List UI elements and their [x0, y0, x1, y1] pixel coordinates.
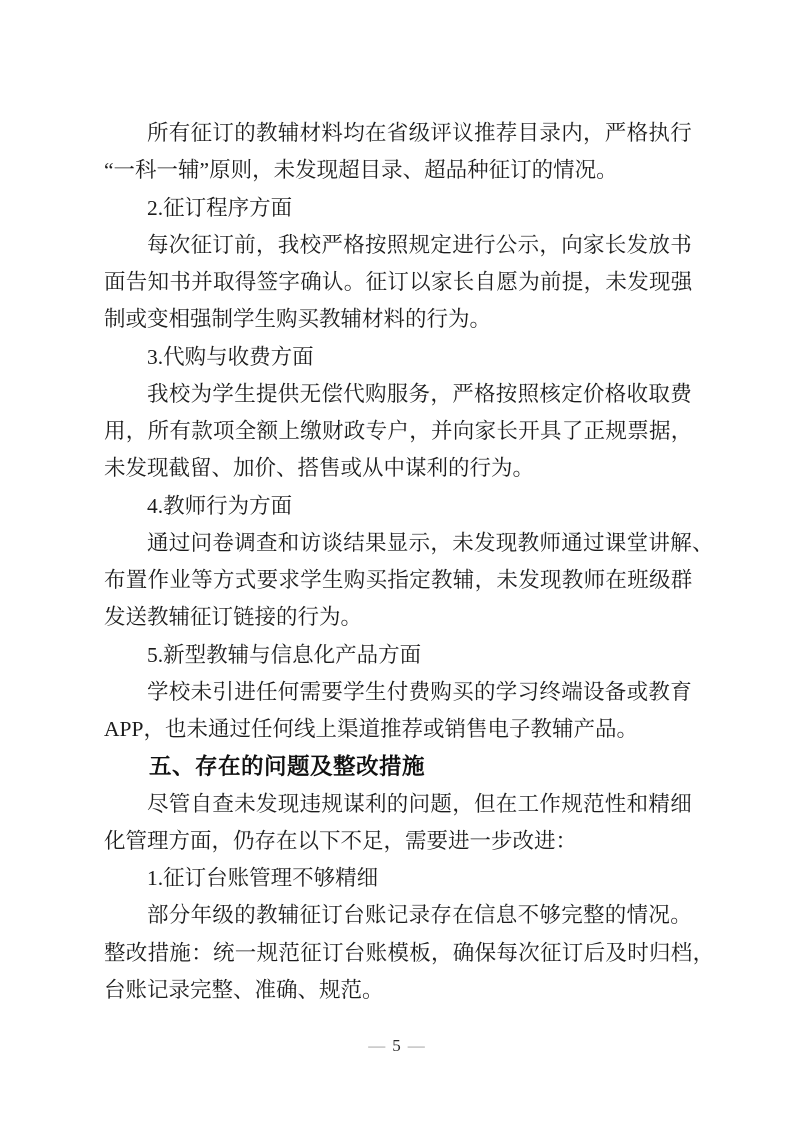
section-heading: 五、存在的问题及整改措施 [149, 754, 426, 780]
footer-dash-right: — [407, 1036, 425, 1055]
text-line: 学校未引进任何需要学生付费购买的学习终端设备或教育 [147, 679, 693, 704]
text-line: 未发现截留、加价、搭售或从中谋利的行为。 [104, 456, 535, 481]
text-line: 1.征订台账管理不够精细 [147, 866, 379, 890]
text-line: 部分年级的教辅征订台账记录存在信息不够完整的情况。 [147, 903, 693, 928]
text-line: APP，也未通过任何线上渠道推荐或销售电子教辅产品。 [104, 717, 638, 741]
text-line: 台账记录完整、准确、规范。 [104, 977, 384, 1002]
text-line: 用，所有款项全额上缴财政专户，并向家长开具了正规票据， [104, 419, 693, 443]
text-line: 尽管自查未发现违规谋利的问题，但在工作规范性和精细 [147, 791, 693, 816]
text-line: 每次征订前，我校严格按照规定进行公示，向家长发放书 [147, 232, 693, 257]
text-line: 通过问卷调查和访谈结果显示，未发现教师通过课堂讲解、 [147, 530, 714, 555]
footer-dash-left: — [368, 1036, 386, 1055]
text-line: 4.教师行为方面 [147, 493, 293, 518]
text-line: 面告知书并取得签字确认。征订以家长自愿为前提，未发现强 [104, 270, 693, 294]
text-line: 布置作业等方式要求学生购买指定教辅，未发现教师在班级群 [104, 568, 693, 592]
page-footer [0, 1035, 793, 1057]
text-line: 2.征订程序方面 [147, 195, 293, 220]
text-line: 3.代购与收费方面 [147, 344, 314, 369]
text-line: 整改措施：统一规范征订台账模板，确保每次征订后及时归档， [104, 940, 715, 965]
text-line: 化管理方面，仍存在以下不足，需要进一步改进： [104, 828, 578, 853]
page-number: 5 [392, 1036, 401, 1055]
text-line: 5.新型教辅与信息化产品方面 [147, 642, 422, 667]
document-body [104, 115, 715, 1009]
text-line: 我校为学生提供无偿代购服务，严格按照核定价格收取费 [147, 381, 693, 406]
text-line: 制或变相强制学生购买教辅材料的行为。 [104, 307, 492, 332]
text-line: “一科一辅”原则，未发现超目录、超品种征订的情况。 [104, 158, 618, 183]
text-line: 所有征订的教辅材料均在省级评议推荐目录内，严格执行 [147, 121, 693, 145]
text-line: 发送教辅征订链接的行为。 [104, 605, 363, 630]
